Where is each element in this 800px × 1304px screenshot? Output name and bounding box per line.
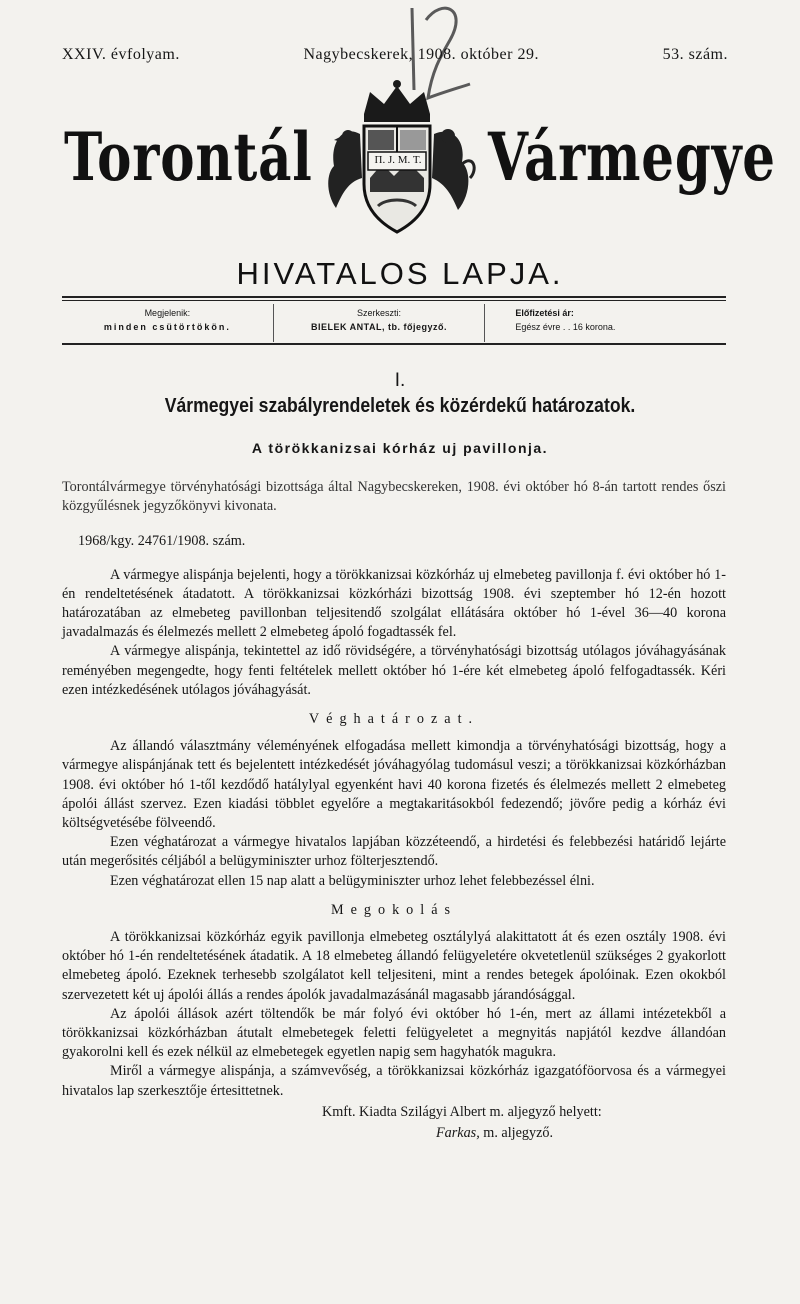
price-value: Egész évre . . 16 korona. xyxy=(515,322,616,332)
section-title: Vármegyei szabályrendeletek és közérdekű határozatok. xyxy=(164,395,636,417)
rule-divider xyxy=(62,300,726,301)
paragraph-4: Ezen véghatározat a vármegye hivatalos lapjában közzéteendő, a hirdetési és felebbezési határidő lejárte után megerősités céljából a belügyminiszter urhoz fölterjesztendő. xyxy=(62,834,726,870)
article-body xyxy=(62,478,726,1143)
reference-number: 1968/kgy. 24761/1908. szám. xyxy=(78,533,246,550)
signer-role: m. aljegyző. xyxy=(483,1125,554,1142)
editor-label: Szerkeszti: xyxy=(357,308,402,318)
masthead-subtitle: HIVATALOS LAPJA. xyxy=(236,256,564,291)
info-price xyxy=(484,304,726,342)
rule-divider xyxy=(62,296,726,298)
info-bar xyxy=(62,304,726,342)
info-appears xyxy=(62,304,273,342)
signer-name: Farkas, xyxy=(436,1125,480,1142)
masthead-right-word: Vármegye xyxy=(488,118,776,196)
section-number: I. xyxy=(394,370,406,391)
masthead xyxy=(60,118,776,228)
crest-label: П. J. M. T. xyxy=(374,154,422,166)
paragraph-8: Miről a vármegye alispánja, a számvevőség, a törökkanizsai közkórház igazgatóföorvosa és a vármegyei hivatalos lap szerkesztője értesittetnek. xyxy=(62,1063,726,1099)
paragraph-3: Az állandó választmány véleményének elfogadása mellett kimondja a törvényhatósági bizottság, hogy a vármegye alispánjának tett és bejelentett intézkedését jóváhagyólag tudomásul veszi; a törökkanizsai közkórházban 1908. évi október hó 1-től kezdődő hatálylyal egyenként havi 40 korona fizetés és élelmezés mellett 2 elmebeteg ápolói állást szervez. Ezen kiadási többlet egyelőre a megtakaritásokból fedezendő; jövőre pedig a kórház évi költségvetésébe fölveendő. xyxy=(62,738,726,832)
info-editor xyxy=(273,304,485,342)
signature-line: Kmft. Kiadta Szilágyi Albert m. aljegyző helyett: xyxy=(322,1103,602,1120)
reason-heading: Megokolás xyxy=(330,901,458,918)
decision-heading: Véghatározat. xyxy=(308,711,480,728)
article-title: A törökkanizsai kórház uj pavillonja. xyxy=(251,440,549,456)
volume-label: XXIV. évfolyam. xyxy=(62,46,180,63)
paragraph-6: A törökkanizsai közkórház egyik pavillonja elmebeteg osztálylyá alakittatott át és ezen osztály 1908. évi október hó 1-én rendeltetésének átadatik. A 18 elmebeteg állandó felügyeletére okvetetlenül szükséges 2 gyakorlott elmebeteg ápoló. Ezeknek terhesebb szolgálatot kell teljesiteni, mint a rendes betegek ápolóinak. Ezen okokból szervezetett két uj ápolói állás a rendes ápolók javadalmazásánál magasabb járandósággal. xyxy=(62,929,726,1003)
coat-of-arms-icon xyxy=(312,74,482,250)
paragraph-1: A vármegye alispánja bejelenti, hogy a törökkanizsai közkórház uj elmebeteg pavillonja f. évi október hó 1-én rendeltetésének átadatott. A törökkanizsai közkórházi bizottság 1908. évi szeptember hó 12-én hozott határozatában az elmebeteg pavillonban teljesitendő szolgálat ellátására október hó 1-ével 36—40 korona javadalmazás és élelmezés mellett 2 elmebeteg ápoló fogadtassék fel. xyxy=(62,566,726,641)
intro-paragraph: Torontálvármegye törvényhatósági bizottsága által Nagybecskereken, 1908. évi október hó 8-án tartott rendes őszi közgyűlésnek jegyzőkönyvi kivonata. xyxy=(62,479,726,515)
place-date: Nagybecskerek, 1908. október 29. xyxy=(303,46,539,63)
price-label: Előfizetési ár: xyxy=(515,308,574,318)
paragraph-2: A vármegye alispánja, tekintettel az idő rövidségére, a törvényhatósági bizottság utólagos jóváhagyásának reményében megengedte, hogy fenti feltételek mellett október hó 1-ére két elmebeteg ápoló felfogadtassék. Kéri ezen intézkedésének utólagos jóváhagyását. xyxy=(62,643,726,698)
signature-name-line xyxy=(62,1124,726,1143)
paragraph-7: Az ápolói állások azért töltendők be már folyó évi október hó 1-én, mert az állami intézetekből a törökkanizsai közkórházban átutalt elmebetegek feletti felügyeletet a megnyitás napjától kezdve állandóan gyakorolni kell és ezek nélkül az elmebetegek egyetlen napig sem hagyhatók magukra. xyxy=(62,1005,726,1061)
rule-divider xyxy=(62,343,726,345)
issue-number: 53. szám. xyxy=(662,46,728,63)
masthead-left-word: Torontál xyxy=(64,118,313,196)
editor-value: BIELEK ANTAL, tb. főjegyző. xyxy=(311,322,447,332)
issue-line xyxy=(62,46,728,64)
paragraph-5: Ezen véghatározat ellen 15 nap alatt a belügyminiszter urhoz lehet felebbezéssel élni. xyxy=(110,872,595,889)
appears-label: Megjelenik: xyxy=(144,308,191,318)
appears-value: minden csütörtökön. xyxy=(103,322,231,332)
